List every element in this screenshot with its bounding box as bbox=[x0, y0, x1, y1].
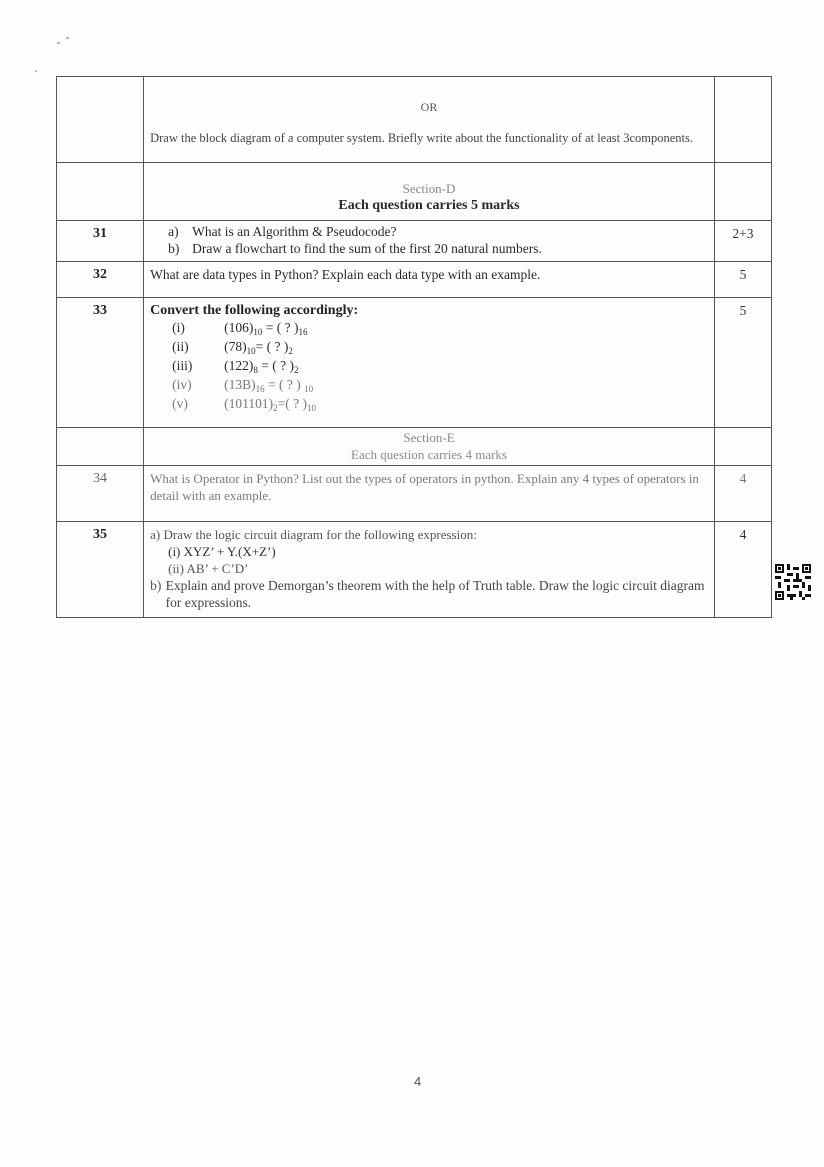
question-row-31 bbox=[57, 221, 772, 262]
question-text: What are data types in Python? Explain each data type with an example. bbox=[144, 262, 715, 298]
subquestion-text: Draw a flowchart to find the sum of the first 20 natural numbers. bbox=[192, 241, 542, 256]
item-label: (i) bbox=[172, 320, 185, 335]
section-e-header-row bbox=[57, 428, 772, 466]
section-e-subtitle: Each question carries 4 marks bbox=[351, 447, 507, 462]
lhs: (122) bbox=[224, 358, 254, 373]
conversion-item bbox=[150, 395, 708, 414]
expression-2: (ii) AB’ + C’D’ bbox=[168, 561, 249, 576]
section-d-header-row bbox=[57, 163, 772, 221]
rhs-base: 2 bbox=[293, 365, 299, 375]
item-label: (iv) bbox=[172, 377, 192, 392]
question-marks: 4 bbox=[714, 522, 771, 618]
question-text-cell bbox=[144, 522, 715, 618]
item-label: (v) bbox=[172, 396, 188, 411]
mid: = ( ? ) bbox=[255, 339, 289, 354]
mid: = ( ? ) bbox=[262, 320, 299, 335]
conversion-expression bbox=[224, 338, 293, 357]
scan-speck bbox=[66, 37, 69, 39]
conversion-expression bbox=[224, 319, 307, 338]
conversion-expression bbox=[224, 395, 316, 414]
question-number: 33 bbox=[57, 298, 144, 428]
subquestion-label: b) bbox=[150, 578, 162, 593]
subquestion-text: Explain and prove Demorgan’s theorem with the help of Truth table. Draw the logic circuit diagram for expressions. bbox=[165, 578, 705, 610]
question-number: 31 bbox=[57, 221, 144, 262]
rhs-base: 10 bbox=[304, 384, 314, 394]
lhs: (106) bbox=[224, 320, 254, 335]
section-d-marks-cell bbox=[714, 163, 771, 221]
question-marks: 2+3 bbox=[714, 221, 771, 262]
conversion-item bbox=[150, 338, 708, 357]
question-text-cell bbox=[144, 221, 715, 262]
section-d-title: Section-D bbox=[402, 181, 456, 196]
question-row-34 bbox=[57, 466, 772, 522]
mid: = ( ? ) bbox=[257, 358, 294, 373]
lhs: (13B) bbox=[224, 377, 256, 392]
lhs-base: 2 bbox=[273, 403, 278, 413]
subquestion-label: a) bbox=[150, 527, 161, 542]
subquestion-b bbox=[150, 577, 708, 611]
rhs-base: 2 bbox=[288, 346, 293, 356]
conversion-item bbox=[150, 376, 708, 395]
item-label: (ii) bbox=[172, 339, 189, 354]
lhs-base: 8 bbox=[253, 365, 258, 375]
question-number: 32 bbox=[57, 262, 144, 298]
rhs-base: 16 bbox=[298, 327, 308, 337]
or-label: OR bbox=[420, 100, 438, 114]
or-marks-cell bbox=[714, 77, 771, 163]
question-row-35 bbox=[57, 522, 772, 618]
expression-1: (i) XYZ’ + Y.(X+Z’) bbox=[168, 544, 276, 559]
question-marks: 5 bbox=[714, 262, 771, 298]
rhs-base: 10 bbox=[306, 403, 316, 413]
section-e-header-cell bbox=[144, 428, 715, 466]
lhs: (101101) bbox=[224, 396, 274, 411]
subquestion-label: a) bbox=[168, 224, 179, 239]
question-number: 35 bbox=[57, 522, 144, 618]
or-number-cell bbox=[57, 77, 144, 163]
lhs-base: 10 bbox=[253, 327, 263, 337]
scan-speck bbox=[35, 70, 37, 72]
conversion-item bbox=[150, 319, 708, 338]
question-text: What is Operator in Python? List out the types of operators in python. Explain any 4 types of operators in detail with an example. bbox=[144, 466, 715, 522]
mid: =( ? ) bbox=[277, 396, 307, 411]
subquestion-label: b) bbox=[168, 241, 180, 256]
section-e-number-cell bbox=[57, 428, 144, 466]
or-question-text: Draw the block diagram of a computer system. Briefly write about the functionality of at least 3components. bbox=[150, 131, 694, 145]
conversion-title: Convert the following accordingly: bbox=[150, 303, 359, 318]
page-number: 4 bbox=[414, 1074, 422, 1089]
question-table bbox=[56, 76, 772, 618]
mid: = ( ? ) bbox=[264, 377, 305, 392]
or-question-cell bbox=[144, 77, 715, 163]
section-e-marks-cell bbox=[714, 428, 771, 466]
question-marks: 4 bbox=[714, 466, 771, 522]
subquestion-text: What is an Algorithm & Pseudocode? bbox=[192, 224, 397, 239]
subquestion-a bbox=[150, 526, 708, 543]
question-row-33 bbox=[57, 298, 772, 428]
question-marks: 5 bbox=[714, 298, 771, 428]
question-number: 34 bbox=[57, 466, 144, 522]
or-row bbox=[57, 77, 772, 163]
lhs-base: 16 bbox=[255, 384, 265, 394]
conversion-expression bbox=[224, 376, 313, 395]
qr-code-icon bbox=[775, 564, 811, 600]
question-row-32 bbox=[57, 262, 772, 298]
conversion-expression bbox=[224, 357, 298, 376]
conversion-item bbox=[150, 357, 708, 376]
subquestion-text: Draw the logic circuit diagram for the following expression: bbox=[163, 527, 477, 542]
question-text-cell bbox=[144, 298, 715, 428]
scan-speck bbox=[57, 42, 60, 44]
item-label: (iii) bbox=[172, 358, 193, 373]
section-d-number-cell bbox=[57, 163, 144, 221]
lhs-base: 10 bbox=[246, 346, 256, 356]
lhs: (78) bbox=[224, 339, 247, 354]
section-e-title: Section-E bbox=[403, 430, 455, 445]
subquestion-b bbox=[150, 240, 708, 257]
subquestion-a bbox=[150, 223, 708, 240]
section-d-subtitle: Each question carries 5 marks bbox=[338, 198, 520, 213]
section-d-header-cell bbox=[144, 163, 715, 221]
